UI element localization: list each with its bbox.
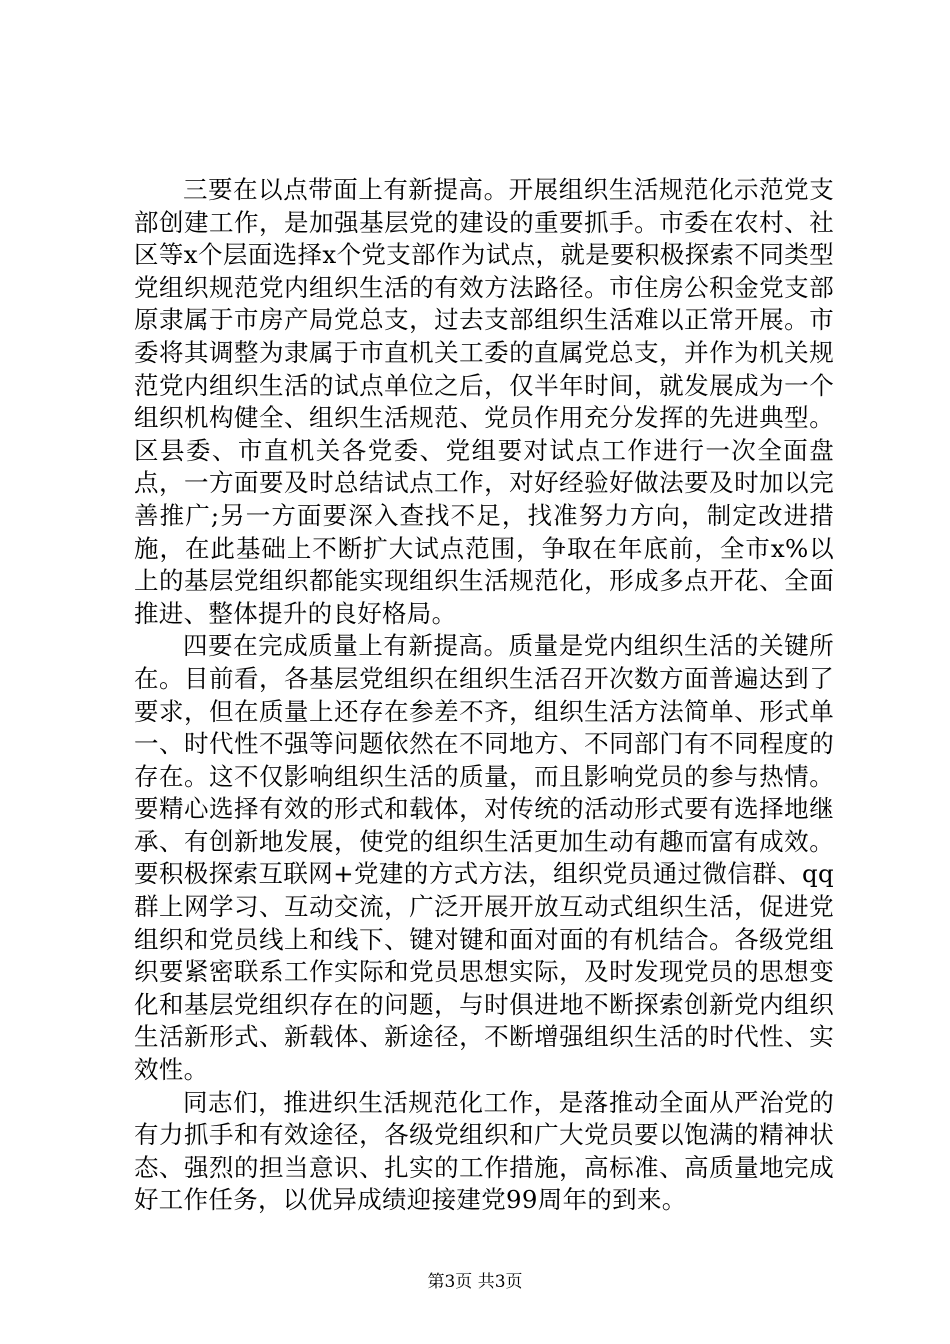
page-number-footer: 第3页 共3页 (427, 1272, 523, 1292)
paragraph-four-requirement: 四要在完成质量上有新提高。质量是党内组织生活的关键所在。目前看，各基层党组织在组织生活召开次数方面普遍达到了要求，但在质量上还存在参差不齐，组织生活方法简单、形式单一、时代性不强等问题依然在不同地方、不同部门有不同程度的存在。这不仅影响组织生活的质量，而且影响党员的参与热情。要精心选择有效的形式和载体，对传统的活动形式要有选择地继承、有创新地发展，使党的组织生活更加生动有趣而富有成效。要积极探索互联网+党建的方式方法，组织党员通过微信群、qq群上网学习、互动交流，广泛开展开放互动式组织生活，促进党组织和党员线上和线下、键对键和面对面的有机结合。各级党组织要紧密联系工作实际和党员思想实际，及时发现党员的思想变化和基层党组织存在的问题，与时俱进地不断探索创新党内组织生活新形式、新载体、新途径，不断增强组织生活的时代性、实效性。 (134, 631, 834, 1085)
document-body (134, 174, 834, 1217)
paragraph-closing: 同志们，推进织生活规范化工作，是落推动全面从严治党的有力抓手和有效途径，各级党组织和广大党员要以饱满的精神状态、强烈的担当意识、扎实的工作措施，高标准、高质量地完成好工作任务，以优异成绩迎接建党99周年的到来。 (134, 1087, 834, 1215)
paragraph-three-requirement: 三要在以点带面上有新提高。开展组织生活规范化示范党支部创建工作，是加强基层党的建设的重要抓手。市委在农村、社区等x个层面选择x个党支部作为试点，就是要积极探索不同类型党组织规范党内组织生活的有效方法路径。市住房公积金党支部原隶属于市房产局党总支，过去支部组织生活难以正常开展。市委将其调整为隶属于市直机关工委的直属党总支，并作为机关规范党内组织生活的试点单位之后，仅半年时间，就发展成为一个组织机构健全、组织生活规范、党员作用充分发挥的先进典型。区县委、市直机关各党委、党组要对试点工作进行一次全面盘点，一方面要及时总结试点工作，对好经验好做法要及时加以完善推广;另一方面要深入查找不足，找准努力方向，制定改进措施，在此基础上不断扩大试点范围，争取在年底前，全市x%以上的基层党组织都能实现组织生活规范化，形成多点开花、全面推进、整体提升的良好格局。 (134, 175, 834, 628)
